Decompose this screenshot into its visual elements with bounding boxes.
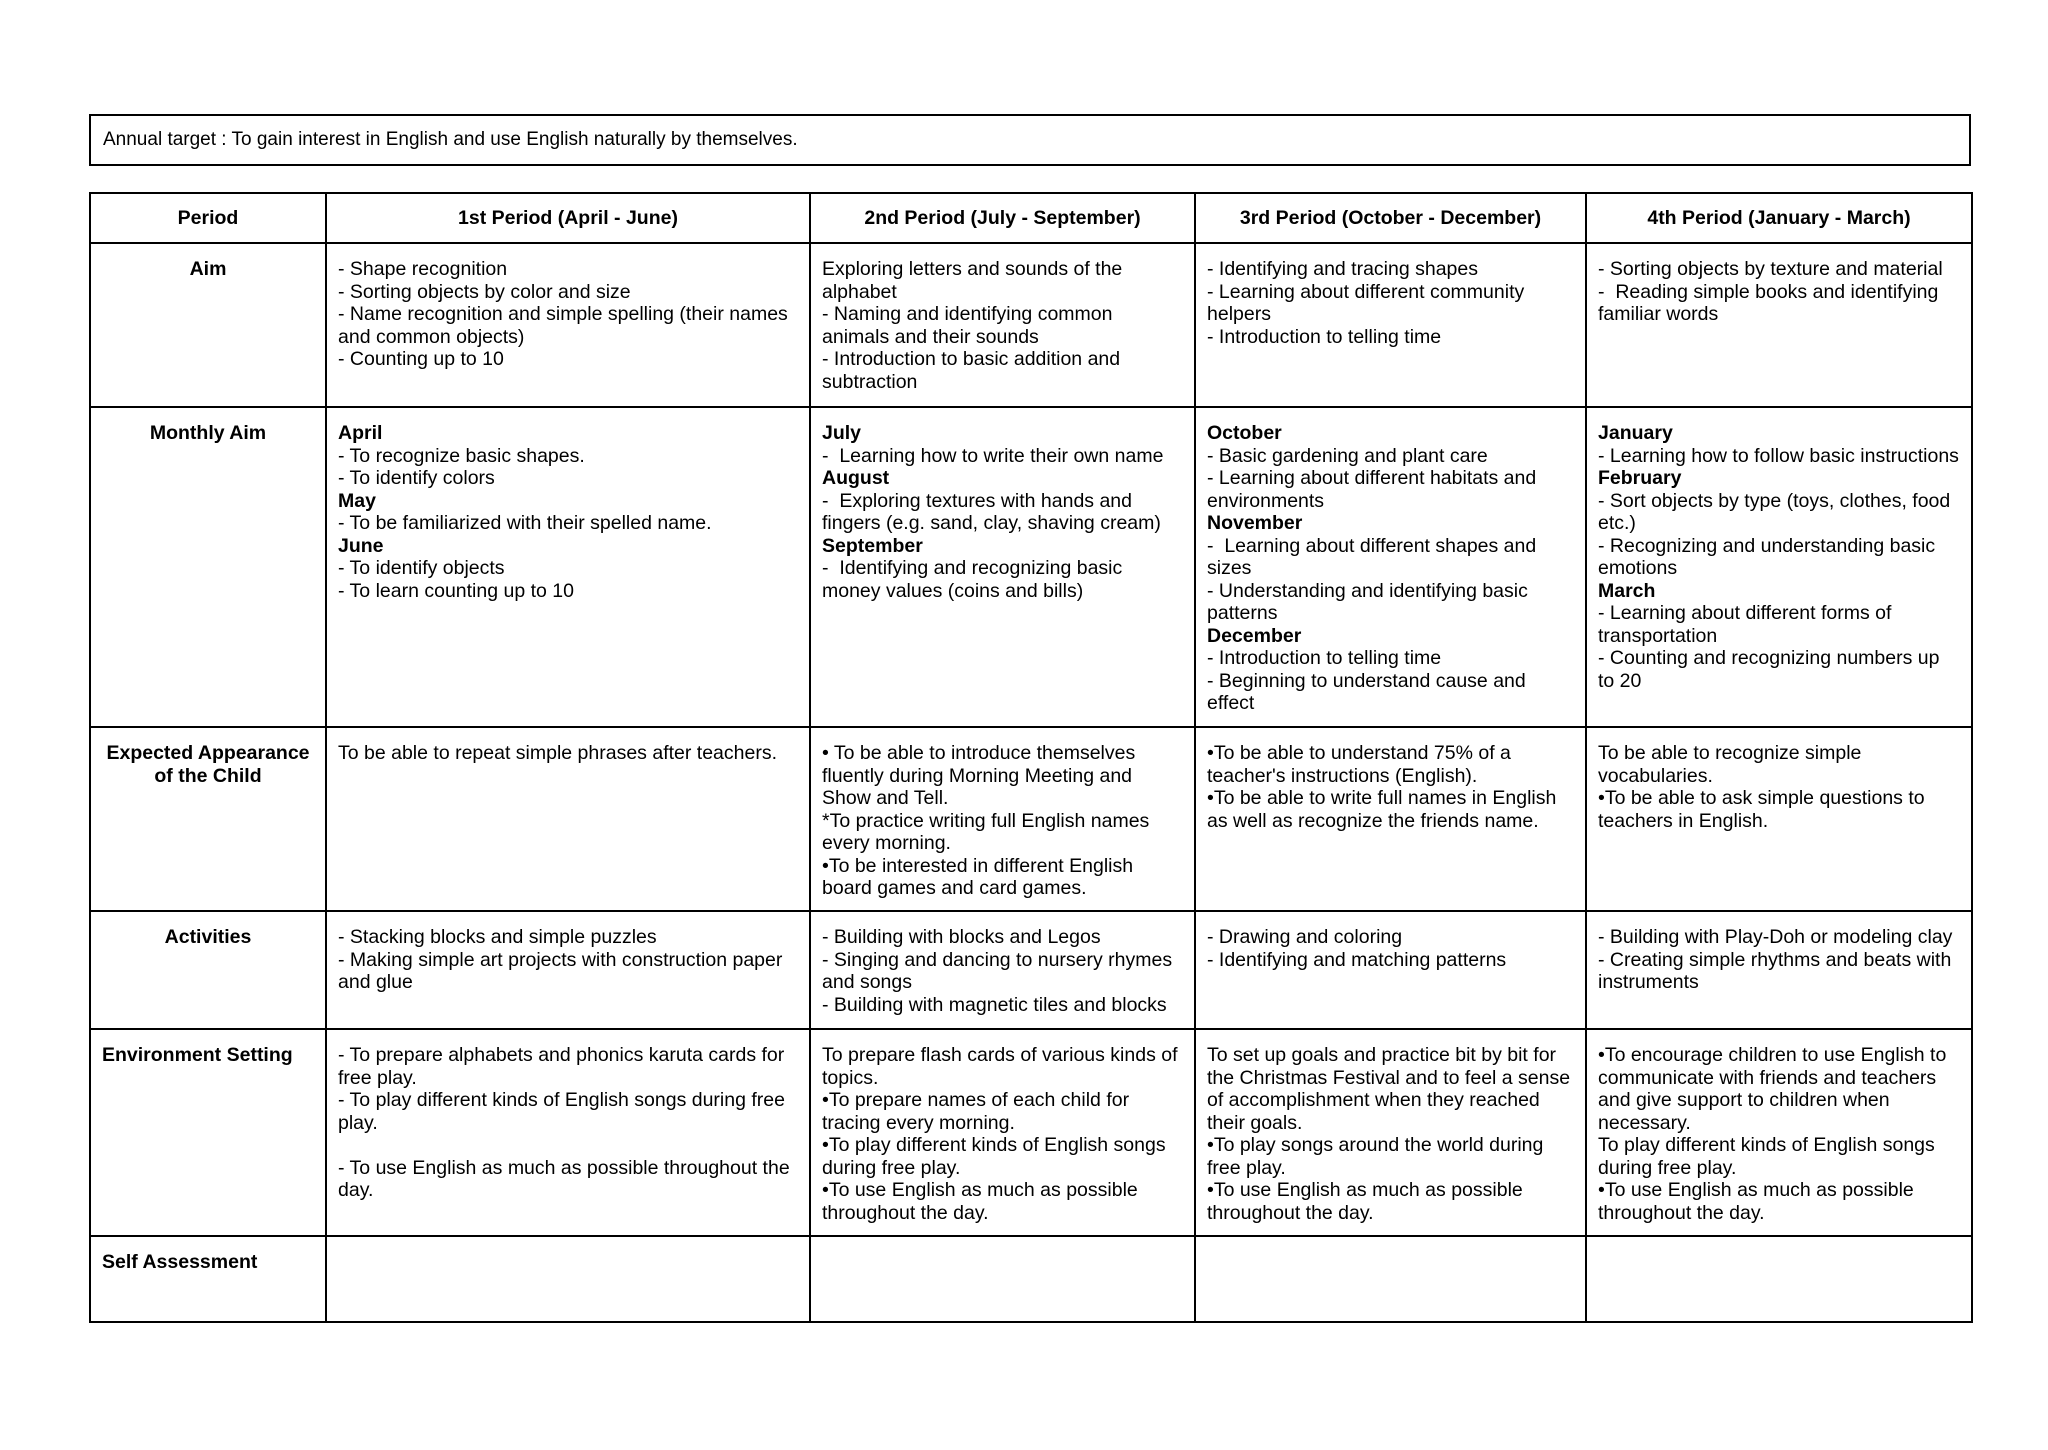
cell-line: - Identifying and tracing shapes bbox=[1207, 258, 1479, 280]
month-heading: July bbox=[822, 422, 862, 444]
month-heading: April bbox=[338, 422, 383, 444]
cell-activities-period-2 bbox=[810, 911, 1195, 1029]
month-heading: March bbox=[1598, 579, 1656, 602]
cell-line: • To be able to introduce themselves fluently during Morning Meeting and Show and Tell. bbox=[822, 742, 1141, 809]
cell-line: - To play different kinds of English songs during free play. bbox=[338, 1089, 791, 1134]
cell-self-period-4 bbox=[1586, 1236, 1972, 1322]
header-period-1: 1st Period (April - June) bbox=[326, 193, 810, 243]
month-heading: December bbox=[1207, 624, 1302, 647]
header-period-4: 4th Period (January - March) bbox=[1586, 193, 1972, 243]
cell-line: To be able to recognize simple vocabularies. bbox=[1598, 742, 1867, 787]
cell-line: - Beginning to understand cause and effect bbox=[1207, 669, 1532, 714]
annual-target-text: Annual target : To gain interest in English and use English naturally by themselves. bbox=[103, 129, 798, 150]
cell-line: - Exploring textures with hands and fingers (e.g. sand, clay, shaving cream) bbox=[822, 489, 1161, 534]
cell-env-period-2 bbox=[810, 1029, 1195, 1236]
cell-line: - To identify objects bbox=[338, 557, 505, 579]
cell-line: - Learning about different habitats and environments bbox=[1207, 467, 1542, 512]
cell-line: - Reading simple books and identifying familiar words bbox=[1598, 280, 1944, 325]
cell-line: - Name recognition and simple spelling (their names and common objects) bbox=[338, 303, 794, 348]
table-row-expected bbox=[90, 727, 1972, 911]
cell-expected-period-3 bbox=[1195, 727, 1586, 911]
cell-line: - Learning about different community helpers bbox=[1207, 280, 1530, 325]
month-heading: May bbox=[338, 489, 376, 512]
cell-line: •To be able to understand 75% of a teacher's instructions (English). bbox=[1207, 742, 1517, 787]
cell-line: To be able to repeat simple phrases after teachers. bbox=[338, 742, 777, 764]
cell-line: *To practice writing full English names every morning. bbox=[822, 809, 1155, 854]
cell-expected-period-1 bbox=[326, 727, 810, 911]
cell-line: •To prepare names of each child for tracing every morning. bbox=[822, 1089, 1135, 1134]
cell-line: - Building with blocks and Legos bbox=[822, 926, 1101, 948]
cell-line: - Building with Play-Doh or modeling clay bbox=[1598, 926, 1953, 948]
cell-line: - Basic gardening and plant care bbox=[1207, 444, 1488, 467]
cell-line: - Sorting objects by color and size bbox=[338, 280, 631, 303]
cell-monthly-period-4 bbox=[1586, 407, 1972, 727]
month-heading: November bbox=[1207, 512, 1303, 534]
cell-activities-period-3 bbox=[1195, 911, 1586, 1029]
cell-line: To play different kinds of English songs during free play. bbox=[1598, 1134, 1941, 1179]
cell-aim-period-1 bbox=[326, 243, 810, 407]
cell-line: •To use English as much as possible throughout the day. bbox=[1207, 1179, 1529, 1224]
cell-line: - Identifying and recognizing basic money values (coins and bills) bbox=[822, 557, 1128, 602]
month-heading: June bbox=[338, 534, 384, 557]
cell-line: - Shape recognition bbox=[338, 258, 508, 280]
cell-monthly-period-3 bbox=[1195, 407, 1586, 727]
cell-activities-period-1 bbox=[326, 911, 810, 1029]
cell-line: - Creating simple rhythms and beats with instruments bbox=[1598, 948, 1957, 993]
table-row-env bbox=[90, 1029, 1972, 1236]
cell-line: - Introduction to basic addition and subtraction bbox=[822, 348, 1126, 393]
month-heading: August bbox=[822, 467, 890, 489]
row-label-env: Environment Setting bbox=[90, 1029, 326, 1236]
cell-self-period-3 bbox=[1195, 1236, 1586, 1322]
month-heading: September bbox=[822, 534, 923, 557]
cell-line: Exploring letters and sounds of the alphabet bbox=[822, 258, 1128, 303]
cell-line: - To learn counting up to 10 bbox=[338, 579, 574, 602]
table-row-activities bbox=[90, 911, 1972, 1029]
cell-activities-period-4 bbox=[1586, 911, 1972, 1029]
cell-line: - Singing and dancing to nursery rhymes and songs bbox=[822, 948, 1178, 993]
cell-line: To prepare flash cards of various kinds of topics. bbox=[822, 1044, 1183, 1089]
cell-aim-period-4 bbox=[1586, 243, 1972, 407]
table-row-monthly bbox=[90, 407, 1972, 727]
header-period-3: 3rd Period (October - December) bbox=[1195, 193, 1586, 243]
cell-line: - Recognizing and understanding basic emotions bbox=[1598, 534, 1941, 579]
cell-line: •To use English as much as possible throughout the day. bbox=[822, 1179, 1144, 1224]
table-body bbox=[90, 243, 1972, 1322]
cell-line: - Sort objects by type (toys, clothes, food etc.) bbox=[1598, 489, 1956, 534]
header-period: Period bbox=[90, 193, 326, 243]
cell-self-period-1 bbox=[326, 1236, 810, 1322]
annual-plan-table bbox=[89, 192, 1973, 1323]
cell-aim-period-2 bbox=[810, 243, 1195, 407]
row-label-monthly: Monthly Aim bbox=[90, 407, 326, 727]
cell-line: - Counting and recognizing numbers up to 20 bbox=[1598, 647, 1945, 692]
cell-expected-period-4 bbox=[1586, 727, 1972, 911]
table-row-self bbox=[90, 1236, 1972, 1322]
cell-line bbox=[338, 1134, 798, 1157]
header-row bbox=[90, 193, 1972, 243]
cell-line: To set up goals and practice bit by bit for the Christmas Festival and to feel a sense of accomplishment when they reached their goals. bbox=[1207, 1044, 1576, 1134]
row-label-self: Self Assessment bbox=[90, 1236, 326, 1322]
cell-line: - Learning about different shapes and sizes bbox=[1207, 534, 1542, 579]
cell-line: - Counting up to 10 bbox=[338, 348, 504, 370]
cell-line: - Making simple art projects with construction paper and glue bbox=[338, 948, 788, 993]
month-heading: January bbox=[1598, 422, 1673, 444]
table-row-aim bbox=[90, 243, 1972, 407]
cell-line: •To play different kinds of English songs during free play. bbox=[822, 1134, 1172, 1179]
cell-line: - To identify colors bbox=[338, 467, 495, 489]
cell-line: - Building with magnetic tiles and blocks bbox=[822, 993, 1167, 1016]
cell-line: - Drawing and coloring bbox=[1207, 926, 1403, 948]
cell-env-period-3 bbox=[1195, 1029, 1586, 1236]
cell-line: •To be able to ask simple questions to teachers in English. bbox=[1598, 787, 1931, 832]
cell-line: - To recognize basic shapes. bbox=[338, 444, 585, 467]
cell-line: •To be interested in different English board games and card games. bbox=[822, 854, 1139, 899]
cell-line: - Introduction to telling time bbox=[1207, 647, 1442, 669]
cell-env-period-1 bbox=[326, 1029, 810, 1236]
cell-line: •To encourage children to use English to communicate with friends and teachers and give support to children when necessary. bbox=[1598, 1044, 1952, 1134]
cell-line: •To be able to write full names in English as well as recognize the friends name. bbox=[1207, 787, 1562, 832]
cell-line: - Learning how to write their own name bbox=[822, 444, 1164, 467]
table-header bbox=[90, 193, 1972, 243]
cell-line: - To use English as much as possible throughout the day. bbox=[338, 1156, 796, 1201]
cell-line: - To be familiarized with their spelled name. bbox=[338, 512, 712, 534]
cell-line: - Stacking blocks and simple puzzles bbox=[338, 926, 657, 948]
cell-line: - Understanding and identifying basic patterns bbox=[1207, 579, 1534, 624]
month-heading: October bbox=[1207, 422, 1282, 444]
row-label-activities: Activities bbox=[90, 911, 326, 1029]
cell-env-period-4 bbox=[1586, 1029, 1972, 1236]
cell-line: - Sorting objects by texture and material bbox=[1598, 258, 1943, 280]
cell-line: •To use English as much as possible throughout the day. bbox=[1598, 1179, 1920, 1224]
header-period-2: 2nd Period (July - September) bbox=[810, 193, 1195, 243]
cell-line: - Naming and identifying common animals and their sounds bbox=[822, 303, 1118, 348]
row-label-aim: Aim bbox=[90, 243, 326, 407]
cell-line: - Learning about different forms of transportation bbox=[1598, 602, 1897, 647]
cell-line: - Introduction to telling time bbox=[1207, 325, 1442, 348]
cell-aim-period-3 bbox=[1195, 243, 1586, 407]
cell-expected-period-2 bbox=[810, 727, 1195, 911]
cell-self-period-2 bbox=[810, 1236, 1195, 1322]
cell-monthly-period-1 bbox=[326, 407, 810, 727]
cell-line: •To play songs around the world during free play. bbox=[1207, 1134, 1549, 1179]
cell-monthly-period-2 bbox=[810, 407, 1195, 727]
cell-line: - To prepare alphabets and phonics karuta cards for free play. bbox=[338, 1044, 790, 1089]
cell-line: - Learning how to follow basic instructions bbox=[1598, 444, 1959, 467]
row-label-expected: Expected Appearance of the Child bbox=[90, 727, 326, 911]
month-heading: February bbox=[1598, 467, 1682, 489]
cell-line: - Identifying and matching patterns bbox=[1207, 948, 1507, 971]
annual-target-box bbox=[89, 114, 1971, 166]
